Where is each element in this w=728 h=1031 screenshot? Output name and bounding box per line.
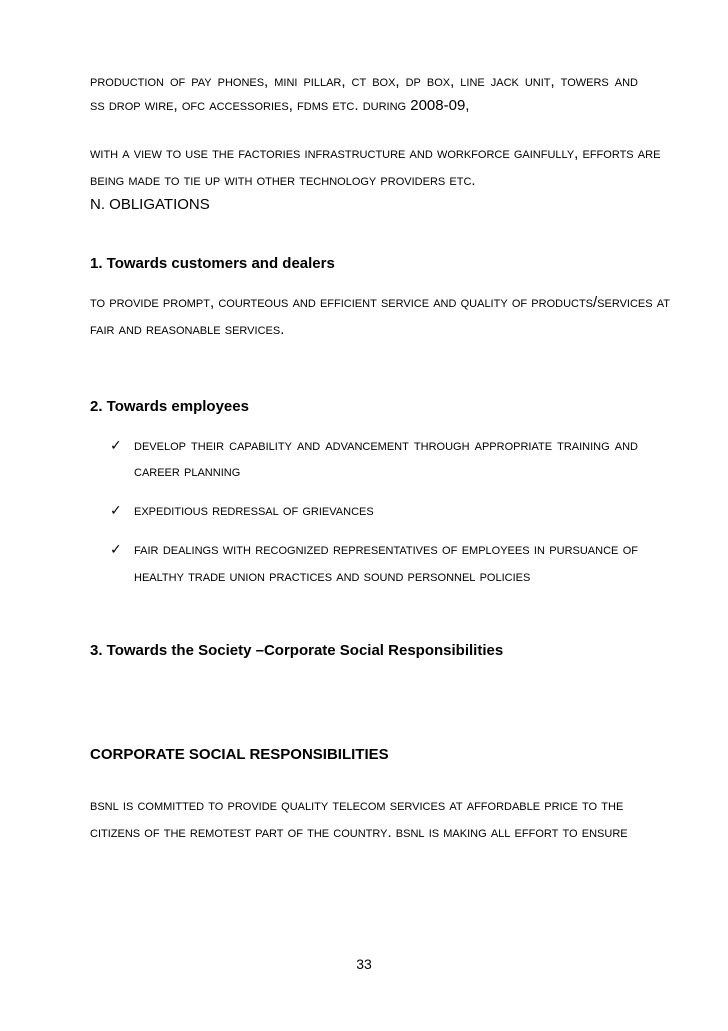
paragraph-2-line-1: with a view to use the factories infrastructure and workforce gainfully, efforts are [90,145,661,162]
obligation-1-heading: 1. Towards customers and dealers [90,255,335,272]
paragraph-1-line-1: production of pay phones, mini pillar, ct box, dp box, line jack unit, towers and [90,73,638,90]
obligation-1-line-2: fair and reasonable services. [90,321,285,338]
employee-bullet-3-line-1: fair dealings with recognized representatives of employees in pursuance of [134,541,638,558]
employee-bullet-3-line-2: healthy trade union practices and sound personnel policies [134,568,531,585]
paragraph-2-line-2: being made to tie up with other technology providers etc. [90,172,476,189]
paragraph-1-line-2: ss drop wire, ofc accessories, fdms etc. during 2008-09, [90,97,470,114]
csr-heading: CORPORATE SOCIAL RESPONSIBILITIES [90,746,389,763]
csr-line-2: citizens of the remotest part of the country. bsnl is making all effort to ensure [90,824,628,841]
employee-bullet-2-line-1: expeditious redressal of grievances [134,502,374,519]
checkmark-icon: ✓ [110,503,122,519]
obligation-3-heading: 3. Towards the Society –Corporate Social Responsibilities [90,642,504,659]
checkmark-icon: ✓ [110,438,122,454]
page-number: 33 [356,956,372,972]
obligation-1-line-1: to provide prompt, courteous and efficient service and quality of products/services at [90,294,671,311]
section-title: N. OBLIGATIONS [90,196,210,213]
employee-bullet-1-line-2: career planning [134,463,241,480]
employee-bullet-1-line-1: develop their capability and advancement through appropriate training and [134,437,638,454]
csr-line-1: bsnl is committed to provide quality telecom services at affordable price to the [90,797,624,814]
obligation-2-heading: 2. Towards employees [90,398,249,415]
checkmark-icon: ✓ [110,542,122,558]
